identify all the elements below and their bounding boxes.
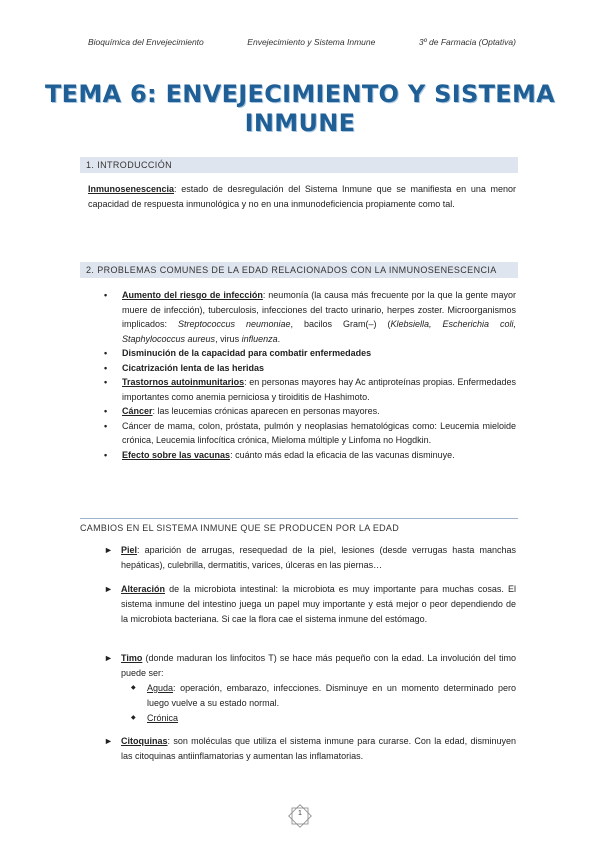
page-number: 1	[298, 810, 302, 817]
list-item	[104, 543, 516, 573]
title-line-2: INMUNE	[244, 109, 356, 137]
header-degree: 3º de Farmacia (Optativa)	[418, 37, 516, 47]
item-species: Klebsiella, Escherichia coli, Staphylococcus aureus	[122, 319, 517, 344]
item-text: .	[277, 333, 281, 344]
item-term: Efecto sobre las vacunas	[122, 449, 231, 460]
page-title	[0, 80, 600, 138]
item-term: Piel	[121, 545, 138, 555]
page-header	[88, 37, 516, 47]
list-item	[104, 651, 516, 726]
item-term: Cáncer	[122, 406, 153, 416]
item-text: : aparición de arrugas, resequedad de la piel, lesiones (desde verrugas hasta manchas hepáticas), culebrilla, dermatitis, varices, úlceras en las piernas…	[121, 545, 516, 570]
list-item	[104, 346, 516, 361]
item-term: Cicatrización lenta de las heridas	[122, 362, 265, 373]
sub-text: : operación, embarazo, infecciones. Disminuye en un momento determinado pero luego vuelve a su estado normal.	[147, 683, 516, 708]
page-number-ornament	[287, 803, 313, 829]
intro-term: Inmunosenescencia	[88, 184, 175, 194]
list-item	[104, 448, 516, 463]
item-text: Cáncer de mama, colon, próstata, pulmón y neoplasias hematológicas como: Leucemia mieloide crónica, Leucemia linfocítica crónica, Mieloma múltiple y Linfoma no Hogdkin.	[122, 420, 516, 445]
item-text: : en personas mayores hay Ac antiproteínas propias. Enfermedades importantes como anemia perniciosa y tiroiditis de Hashimoto.	[122, 377, 517, 402]
arrow-icon: ►	[104, 545, 113, 555]
item-text: (donde maduran los linfocitos T) se hace más pequeño con la edad. La involución del timo puede ser:	[121, 653, 516, 678]
item-term: Disminución de la capacidad para combatir enfermedades	[122, 348, 372, 358]
header-course: Bioquímica del Envejecimiento	[88, 37, 204, 47]
item-text: de la microbiota intestinal: la microbiota es muy importante para muchas cosas. El sistema inmune del intestino juega un papel muy importante y está mejor o peor dependiendo de la microbiota bacteriana. Si cae la flora cae el sistema inmune del estómago.	[121, 584, 516, 624]
list-item	[104, 361, 516, 376]
item-term: Trastornos autoinmunitarios	[122, 377, 245, 387]
arrow-icon: ►	[104, 653, 113, 663]
item-species: influenza	[241, 333, 278, 344]
section-heading-problems: 2. PROBLEMAS COMUNES DE LA EDAD RELACIONADOS CON LA INMUNOSENESCENCIA	[80, 262, 518, 278]
item-term: Citoquinas	[121, 736, 168, 746]
item-text: : neumonía (la causa más frecuente por la que la gente mayor muere de infección), tuberculosis, infecciones del tracto urinario, herpes zoster. Microorganismos implicados:	[122, 290, 516, 329]
arrow-icon: ►	[104, 584, 113, 594]
item-text: , bacilos Gram(–) (	[290, 319, 391, 329]
item-text: : son moléculas que utiliza el sistema inmune para curarse. Con la edad, disminuyen las citoquinas antiinflamatorias y aumentan las inflamatorias.	[121, 736, 516, 761]
sub-item	[129, 711, 516, 726]
section-heading-changes: CAMBIOS EN EL SISTEMA INMUNE QUE SE PRODUCEN POR LA EDAD	[80, 518, 518, 533]
item-text: : las leucemias crónicas aparecen en personas mayores.	[152, 406, 380, 416]
list-item	[104, 734, 516, 764]
problems-list	[104, 288, 516, 462]
list-item	[104, 419, 516, 448]
intro-paragraph	[88, 182, 516, 212]
sub-term: Crónica	[147, 713, 179, 723]
sub-item	[129, 681, 516, 711]
list-item	[104, 582, 516, 627]
item-term: Alteración	[121, 584, 166, 594]
item-species: Streptococcus neumoniae	[178, 319, 291, 329]
intro-text: : estado de desregulación del Sistema Inmune que se manifiesta en una menor capacidad de respuesta inmunológica y no en una inmunodeficiencia propiamente como tal.	[88, 184, 516, 209]
list-item	[104, 404, 516, 419]
item-text: : cuánto más edad la eficacia de las vacunas disminuye.	[230, 449, 455, 460]
item-term: Timo	[121, 653, 143, 663]
arrow-icon: ►	[104, 736, 113, 746]
item-text: , virus	[215, 333, 242, 344]
header-topic: Envejecimiento y Sistema Inmune	[247, 37, 376, 47]
list-item	[104, 288, 516, 346]
item-term: Aumento del riesgo de infección	[122, 290, 263, 300]
thymus-sublist	[129, 681, 516, 726]
sub-term: Aguda	[147, 683, 174, 693]
title-line-1: TEMA 6: ENVEJECIMIENTO Y SISTEMA	[44, 80, 556, 108]
list-item	[104, 375, 516, 404]
section-heading-introduction: 1. INTRODUCCIÓN	[80, 157, 518, 173]
